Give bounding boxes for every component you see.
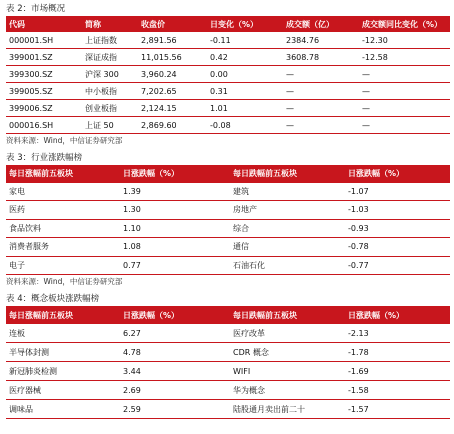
cell-turnover-yoy: — xyxy=(359,83,450,100)
cell-loser-pct: -0.78 xyxy=(345,238,450,257)
cell-code: 399006.SZ xyxy=(6,100,82,117)
cell-loser-concept: WIFI xyxy=(230,362,345,381)
table-row xyxy=(6,381,450,400)
cell-turnover: — xyxy=(283,100,359,117)
cell-close: 2,869.60 xyxy=(138,117,207,134)
cell-gainer-concept: 医疗器械 xyxy=(6,381,120,400)
table3-header-loss-pct: 日涨跌幅（%） xyxy=(345,165,450,183)
cell-close: 7,202.65 xyxy=(138,83,207,100)
cell-gainer-concept: 连板 xyxy=(6,324,120,343)
cell-turnover: 3608.78 xyxy=(283,49,359,66)
industry-movers-table xyxy=(6,165,450,275)
table-row xyxy=(6,343,450,362)
cell-daily-change: 0.42 xyxy=(207,49,283,66)
cell-close: 2,891.56 xyxy=(138,32,207,49)
concept-movers-table xyxy=(6,306,450,419)
cell-loser-sector: 房地产 xyxy=(230,201,345,220)
table3-header-top-gainers: 每日涨幅前五板块 xyxy=(6,165,120,183)
cell-gainer-pct: 0.77 xyxy=(120,256,230,275)
cell-gainer-pct: 6.27 xyxy=(120,324,230,343)
cell-turnover-yoy: -12.30 xyxy=(359,32,450,49)
table4-header-top-gainers: 每日涨幅前五板块 xyxy=(6,306,120,324)
cell-turnover: — xyxy=(283,83,359,100)
cell-gainer-pct: 1.08 xyxy=(120,238,230,257)
cell-code: 399005.SZ xyxy=(6,83,82,100)
cell-name: 上证 50 xyxy=(82,117,138,134)
table-row xyxy=(6,66,450,83)
cell-close: 3,960.24 xyxy=(138,66,207,83)
table-row xyxy=(6,117,450,134)
table3-header-top-losers: 每日跌幅前五板块 xyxy=(230,165,345,183)
cell-loser-sector: 石油石化 xyxy=(230,256,345,275)
cell-gainer-sector: 医药 xyxy=(6,201,120,220)
table-row xyxy=(6,49,450,66)
cell-gainer-concept: 半导体封测 xyxy=(6,343,120,362)
cell-daily-change: -0.08 xyxy=(207,117,283,134)
cell-close: 11,015.56 xyxy=(138,49,207,66)
cell-loser-concept: CDR 概念 xyxy=(230,343,345,362)
cell-turnover-yoy: — xyxy=(359,117,450,134)
cell-gainer-concept: 新冠肺炎检测 xyxy=(6,362,120,381)
table2-header-turnover: 成交额（亿） xyxy=(283,16,359,32)
cell-code: 000001.SH xyxy=(6,32,82,49)
cell-loser-concept: 陆股通月卖出前二十 xyxy=(230,400,345,419)
cell-code: 399300.SZ xyxy=(6,66,82,83)
table2-header-row xyxy=(6,16,450,32)
table4-header-loss-pct: 日涨跌幅（%） xyxy=(345,306,450,324)
cell-close: 2,124.15 xyxy=(138,100,207,117)
cell-gainer-sector: 消费者服务 xyxy=(6,238,120,257)
cell-loser-pct: -1.69 xyxy=(345,362,450,381)
cell-gainer-pct: 3.44 xyxy=(120,362,230,381)
market-overview-table xyxy=(6,16,450,134)
cell-turnover: 2384.76 xyxy=(283,32,359,49)
table4-header-gain-pct: 日涨跌幅（%） xyxy=(120,306,230,324)
cell-gainer-sector: 家电 xyxy=(6,183,120,201)
table-row xyxy=(6,256,450,275)
cell-gainer-sector: 食品饮料 xyxy=(6,219,120,238)
table3-header-gain-pct: 日涨跌幅（%） xyxy=(120,165,230,183)
table-row xyxy=(6,83,450,100)
table2-source-note: 资料来源：Wind，中信证券研究部 xyxy=(6,136,123,145)
table-row xyxy=(6,201,450,220)
cell-gainer-pct: 1.30 xyxy=(120,201,230,220)
cell-loser-pct: -1.57 xyxy=(345,400,450,419)
cell-name: 创业板指 xyxy=(82,100,138,117)
table2-header-turnover-yoy: 成交额同比变化（%） xyxy=(359,16,450,32)
table4-header-row xyxy=(6,306,450,324)
table-row xyxy=(6,238,450,257)
cell-gainer-pct: 1.10 xyxy=(120,219,230,238)
cell-loser-pct: -2.13 xyxy=(345,324,450,343)
table2-header-code: 代码 xyxy=(6,16,82,32)
cell-daily-change: -0.11 xyxy=(207,32,283,49)
table-row xyxy=(6,324,450,343)
cell-code: 000016.SH xyxy=(6,117,82,134)
cell-loser-concept: 华为概念 xyxy=(230,381,345,400)
cell-loser-pct: -1.58 xyxy=(345,381,450,400)
cell-gainer-pct: 2.59 xyxy=(120,400,230,419)
cell-gainer-sector: 电子 xyxy=(6,256,120,275)
cell-daily-change: 0.31 xyxy=(207,83,283,100)
table-row xyxy=(6,219,450,238)
report-page xyxy=(6,3,450,419)
cell-name: 上证指数 xyxy=(82,32,138,49)
table-row xyxy=(6,400,450,419)
cell-loser-pct: -1.78 xyxy=(345,343,450,362)
cell-loser-sector: 建筑 xyxy=(230,183,345,201)
table-row xyxy=(6,100,450,117)
cell-loser-sector: 综合 xyxy=(230,219,345,238)
table3-caption: 表 3：行业涨跌幅榜 xyxy=(6,153,83,163)
cell-loser-pct: -0.93 xyxy=(345,219,450,238)
cell-daily-change: 0.00 xyxy=(207,66,283,83)
table4-caption: 表 4：概念板块涨跌幅榜 xyxy=(6,294,100,304)
cell-daily-change: 1.01 xyxy=(207,100,283,117)
table4-header-top-losers: 每日跌幅前五板块 xyxy=(230,306,345,324)
cell-loser-sector: 通信 xyxy=(230,238,345,257)
cell-turnover-yoy: — xyxy=(359,66,450,83)
cell-gainer-pct: 4.78 xyxy=(120,343,230,362)
cell-turnover-yoy: -12.58 xyxy=(359,49,450,66)
cell-name: 沪深 300 xyxy=(82,66,138,83)
cell-loser-concept: 医疗改革 xyxy=(230,324,345,343)
cell-name: 中小板指 xyxy=(82,83,138,100)
table2-caption: 表 2：市场概况 xyxy=(6,4,66,14)
cell-code: 399001.SZ xyxy=(6,49,82,66)
table-row xyxy=(6,362,450,381)
cell-turnover-yoy: — xyxy=(359,100,450,117)
cell-loser-pct: -1.07 xyxy=(345,183,450,201)
table2-header-close: 收盘价 xyxy=(138,16,207,32)
table2-header-daily-change: 日变化（%） xyxy=(207,16,283,32)
table-row xyxy=(6,32,450,49)
cell-loser-pct: -1.03 xyxy=(345,201,450,220)
cell-turnover: — xyxy=(283,66,359,83)
cell-gainer-pct: 2.69 xyxy=(120,381,230,400)
table3-source-note: 资料来源：Wind，中信证券研究部 xyxy=(6,277,123,286)
cell-name: 深证成指 xyxy=(82,49,138,66)
table-row xyxy=(6,183,450,201)
cell-gainer-concept: 调味品 xyxy=(6,400,120,419)
cell-gainer-pct: 1.39 xyxy=(120,183,230,201)
table2-header-name: 简称 xyxy=(82,16,138,32)
cell-turnover: — xyxy=(283,117,359,134)
cell-loser-pct: -0.77 xyxy=(345,256,450,275)
table3-header-row xyxy=(6,165,450,183)
